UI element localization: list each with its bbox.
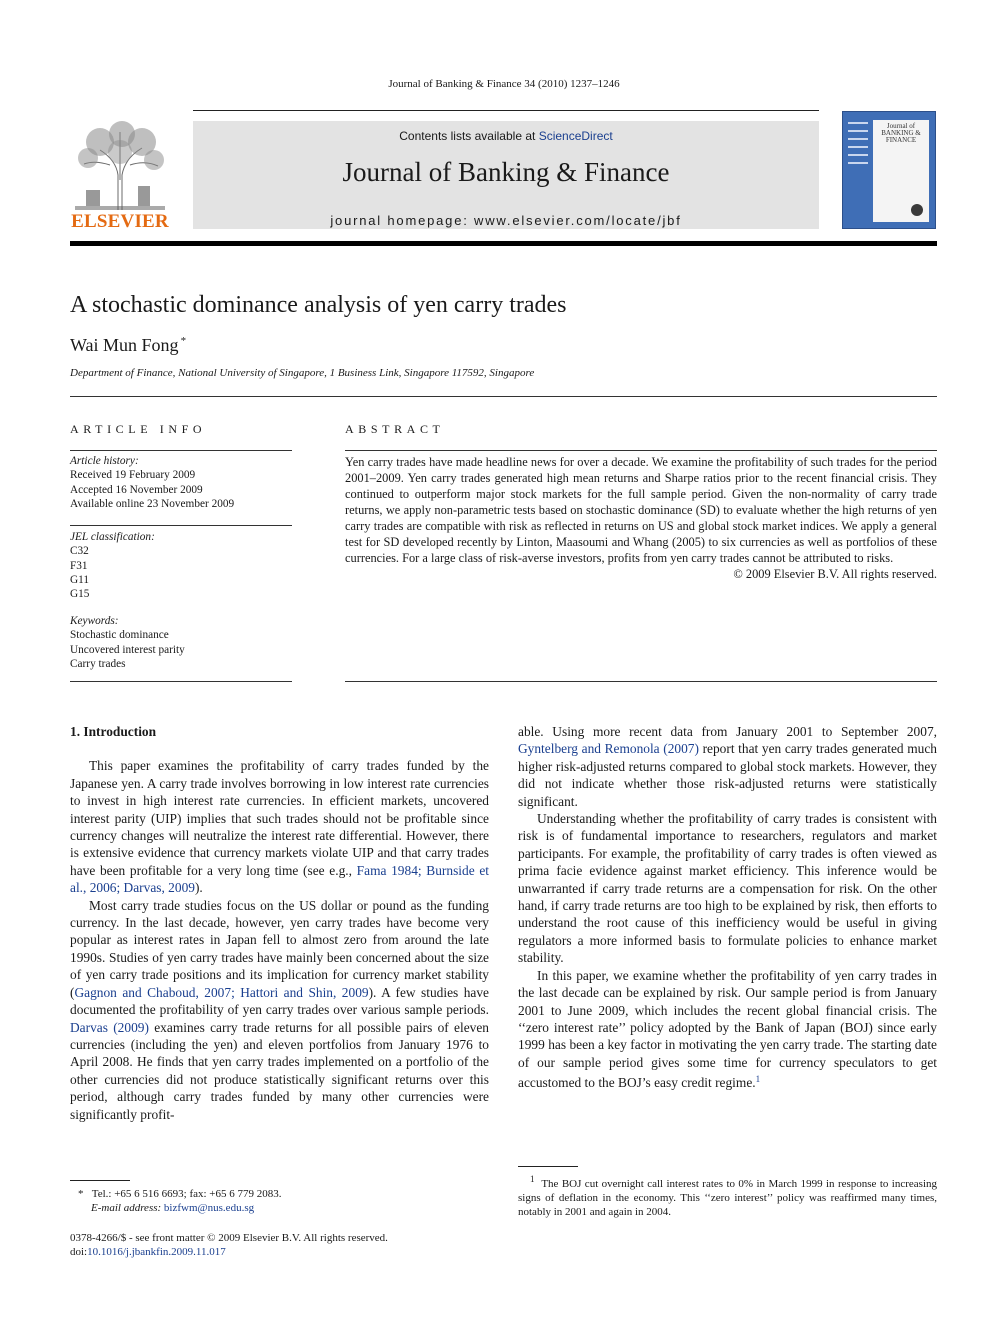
- abstract-rule: [345, 450, 937, 451]
- keyword: Stochastic dominance: [70, 629, 169, 642]
- abstract-copyright: © 2009 Elsevier B.V. All rights reserved.: [733, 567, 937, 581]
- author-line: [70, 335, 186, 356]
- contact-text: Tel.: +65 6 516 6693; fax: +65 6 779 2083.: [91, 1188, 282, 1200]
- jel-classification: [70, 530, 292, 601]
- footnote-mark: 1: [530, 1174, 535, 1184]
- history-rule: [70, 525, 292, 526]
- cover-emblem-icon: [911, 204, 923, 216]
- author-footnote-mark[interactable]: *: [180, 335, 187, 347]
- author-affiliation: Department of Finance, National University of Singapore, 1 Business Link, Singapore 117592, Singapore: [70, 367, 535, 379]
- paragraph: Understanding whether the profitability of carry trades is consistent with risk is of fundamental importance to researchers, regulators and market participants. For example, the profitability of carry trades is often viewed as prima facie evidence against market efficiency. This inference would be unwarranted if carry trade returns are a compensation for risk. On the other hand, if carry trade returns are too high to be explained by risk, then efforts to understand the root cause of this inefficiency would be useful in giving regulators a more informed basis to formulate policies to enhance market stability.: [518, 811, 937, 966]
- footnote-text: The BOJ cut overnight call interest rates to 0% in March 1999 in response to increasing signs of deflation in the economy. This ‘‘zero interest’’ policy was reaffirmed many times, notably in 2001 and again in 2004.: [518, 1178, 938, 1218]
- paragraph-text: This paper examines the profitability of carry trades funded by the Japanese yen. A carry trade involves borrowing in low interest rate currencies to invest in high interest rate currencies. In efficient markets, uncovered interest parity (UIP) implies that such trades should not be profitable since currency changes will neutralize the interest rate differential. However, there is extensive evidence that currency markets violate UIP and that carry trades have been profitable for a very long time (see e.g.,: [70, 758, 489, 878]
- footnote-ref-link[interactable]: 1: [755, 1074, 761, 1085]
- paragraph-text: Most carry trade studies focus on the US dollar or pound as the funding currency. In the last decade, however, yen carry trades have become very popular as interest rates in Japan fell to almost zero from around the late 1990s. Studies of yen carry trades have mainly been concerned about the size of yen carry trade positions and its implication for currency market stability (: [70, 897, 489, 1000]
- jel-code: G11: [70, 573, 90, 586]
- header-thick-rule: [70, 241, 937, 246]
- cover-stripe: [848, 154, 868, 156]
- footnote-mark: *: [78, 1188, 84, 1200]
- history-label: Article history:: [70, 455, 139, 467]
- author-contact-footnote: [78, 1187, 488, 1215]
- jel-label: JEL classification:: [70, 531, 155, 543]
- issn-line: 0378-4266/$ - see front matter © 2009 Elsevier B.V. All rights reserved.: [70, 1232, 388, 1244]
- history-received: Received 19 February 2009: [70, 469, 196, 482]
- citation-link[interactable]: Fama 1984; Burnside et al., 2006; Darvas, 2009: [70, 862, 489, 896]
- journal-banner: [193, 121, 819, 229]
- history-accepted: Accepted 16 November 2009: [70, 483, 203, 496]
- section-heading-introduction: 1. Introduction: [70, 724, 157, 739]
- paragraph-text: In this paper, we examine whether the profitability of yen carry trades in the last decade can be explained by risk. Our sample period is from January 2001 to June 2009, which includes the recent global financial crisis. The ‘‘zero interest rate’’ policy adopted by the Bank of Japan (BOJ) since early 1999 has been a key factor in motivating the yen carry trade. The starting date of our sample period gives some time for currency speculators to get accustomed to the BOJ’s easy credit regime.: [518, 967, 937, 1091]
- jel-code: F31: [70, 559, 88, 572]
- cover-stripe: [848, 130, 868, 132]
- abstract-bottom-rule: [345, 681, 937, 682]
- cover-stripe: [848, 162, 868, 164]
- citation-link[interactable]: Gagnon and Chaboud, 2007; Hattori and Shin, 2009: [74, 984, 369, 1000]
- journal-cover-thumbnail: [842, 111, 936, 229]
- body-left-column: [70, 723, 489, 1123]
- cover-page: [873, 120, 929, 222]
- journal-homepage[interactable]: journal homepage: www.elsevier.com/locate/jbf: [330, 213, 682, 228]
- cover-stripe: [848, 138, 868, 140]
- paragraph: [70, 897, 489, 1123]
- doi-line: [70, 1245, 570, 1259]
- journal-citation: Journal of Banking & Finance 34 (2010) 1237–1246: [388, 78, 620, 90]
- doi-link[interactable]: 10.1016/j.jbankfin.2009.11.017: [87, 1246, 226, 1258]
- paragraph: [518, 967, 937, 1092]
- paragraph-text: ). A few studies have documented the profitability of yen carry trades over various sample periods.: [70, 984, 489, 1018]
- doi-label: doi:: [70, 1246, 88, 1258]
- email-label: E-mail address:: [91, 1202, 162, 1214]
- citation-link[interactable]: Gyntelberg and Remonola (2007): [518, 741, 699, 757]
- article-info-heading: ARTICLE INFO: [70, 422, 207, 436]
- affiliation-rule: [70, 396, 937, 397]
- cover-stripe: [848, 146, 868, 148]
- contents-prefix: Contents lists available at: [399, 129, 536, 143]
- footnote-rule: [70, 1180, 130, 1181]
- paragraph: [518, 723, 937, 810]
- contact-line: [78, 1187, 488, 1201]
- author-name: Wai Mun Fong: [70, 335, 179, 355]
- paragraph-text: report that yen carry trades generated much higher risk-adjusted returns compared to global stock markets. However, they did not indicate whether those risk-adjusted returns were statistically significant.: [518, 741, 937, 809]
- email-link[interactable]: bizfwm@nus.edu.sg: [163, 1202, 255, 1214]
- contents-line: [193, 129, 819, 143]
- article-title: A stochastic dominance analysis of yen carry trades: [70, 292, 567, 318]
- paragraph: [70, 757, 489, 896]
- cover-title: Journal of BANKING & FINANCE: [881, 122, 921, 144]
- header-rule: [193, 110, 819, 111]
- history-online: Available online 23 November 2009: [70, 497, 235, 510]
- journal-title: Journal of Banking & Finance: [342, 157, 670, 187]
- jel-code: C32: [70, 545, 89, 558]
- body-right-column: [518, 723, 937, 1092]
- paragraph-text: able. Using more recent data from January 2001 to September 2007,: [518, 724, 937, 739]
- keyword: Uncovered interest parity: [70, 643, 185, 656]
- article-history: [70, 454, 292, 511]
- keyword: Carry trades: [70, 657, 126, 670]
- email-line: [78, 1201, 488, 1215]
- keywords-label: Keywords:: [70, 615, 119, 627]
- keywords-rule: [70, 681, 292, 682]
- sciencedirect-link[interactable]: ScienceDirect: [538, 129, 613, 143]
- abstract-text: Yen carry trades have made headline news for over a decade. We examine the profitability of such trades for the period 2001–2009. Yen carry trades generated high mean returns and Sharpe ratios prior to the recent financial crisis. They continued to outperform major stock markets for the full sample period. Given the non-normality of carry trade returns, we apply non-parametric tests based on stochastic dominance (SD) to evaluate whether the high returns of yen carry trades are compatible with risk as reflected in returns on US and global stock market indices. We apply a general test for SD developed recently by Linton, Maasoumi and Whang (2005) to six currencies as well as portfolios of these currencies. For a large class of risk-averse investors, profits from yen carry trades cannot be attributed to risks.: [345, 455, 937, 565]
- paragraph-text: examines carry trade returns for all possible pairs of eleven currencies (including the yen) and eleven portfolios from January 1976 to April 2008. He finds that yen carry trades implemented on a portfolio of the other currencies did not produce statistically significant returns over this period, although carry trades funded by many other currencies were significantly profit-: [70, 1019, 489, 1122]
- elsevier-wordmark: ELSEVIER: [71, 211, 169, 232]
- keywords: [70, 614, 292, 671]
- footnote-rule: [518, 1166, 578, 1167]
- article-info-rule: [70, 450, 292, 451]
- jel-code: G15: [70, 588, 90, 601]
- paragraph-text: ).: [194, 880, 203, 896]
- abstract-heading: ABSTRACT: [345, 422, 445, 436]
- elsevier-tree-logo-icon: [70, 120, 170, 212]
- abstract-body: [345, 454, 937, 582]
- citation-link[interactable]: Darvas (2009): [70, 1019, 149, 1035]
- cover-stripe: [848, 122, 868, 124]
- footnote-1: [518, 1172, 937, 1219]
